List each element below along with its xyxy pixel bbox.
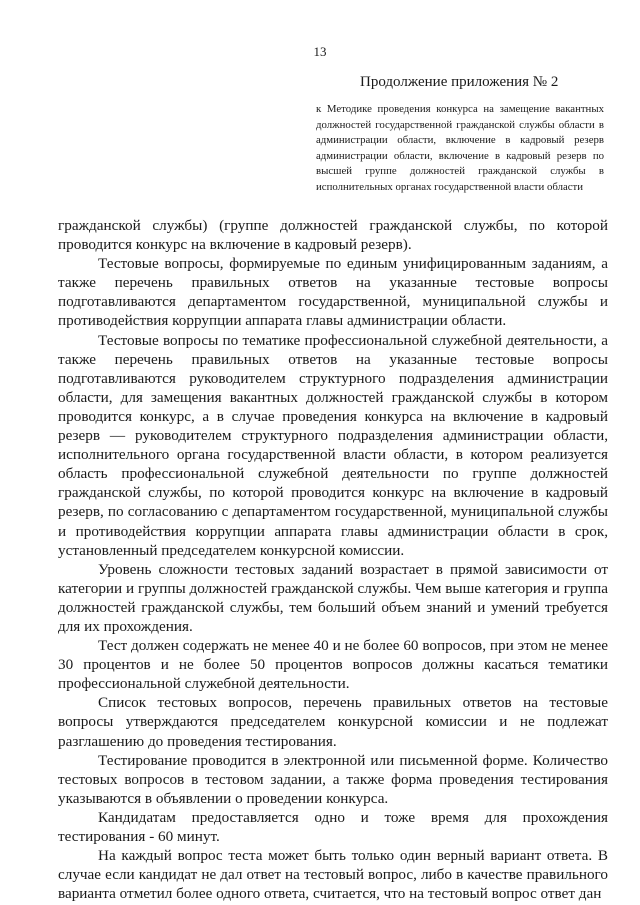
appendix-note: к Методике проведения конкурса на замещение вакантных должностей государственной гражданской службы области в администрации области, включение в кадровый резерв администрации области, включение в кадровый резерв по высшей группе должностей гражданской службы в исполнительных органах государственной власти области (316, 103, 604, 193)
paragraph-9: На каждый вопрос теста может быть только один верный вариант ответа. В случае если кандидат не дал ответ на тестовый вопрос, либо в качестве правильного варианта отметил более одного ответа, считается, что на тестовый вопрос ответ дан (58, 847, 608, 903)
paragraph-1: гражданской службы) (группе должностей гражданской службы, по которой проводится конкурс на включение в кадровый резерв). (58, 217, 608, 254)
body-text (58, 216, 608, 903)
paragraph-3: Тестовые вопросы по тематике профессиональной служебной деятельности, а также перечень правильных ответов на указанные тестовые вопросы подготавливаются руководителем структурного подразделения администрации области, для замещения вакантных должностей гражданской службы в котором проводится конкурс, а в случае проведения конкурса на включение в кадровый резерв — руководителем структурного подразделения администрации области, исполнительного органа государственной власти области, в котором реализуется область профессиональной служебной деятельности по группе должностей гражданской службы, по которой проводится конкурс на включение в кадровый резерв, по согласованию с департаментом государственной, муниципальной службы и противодействия коррупции аппарата главы администрации области в срок, установленный председателем конкурсной комиссии. (58, 331, 608, 559)
paragraph-5: Тест должен содержать не менее 40 и не более 60 вопросов, при этом не менее 30 процентов и не более 50 процентов вопросов должны касаться тематики профессиональной служебной деятельности. (58, 637, 608, 693)
paragraph-8: Кандидатам предоставляется одно и тоже время для прохождения тестирования - 60 минут. (58, 808, 608, 845)
paragraph-6: Список тестовых вопросов, перечень правильных ответов на тестовые вопросы утверждаются председателем конкурсной комиссии и не подлежат разглашению до проведения тестирования. (58, 694, 608, 750)
paragraph-2: Тестовые вопросы, формируемые по единым унифицированным заданиям, а также перечень правильных ответов на указанные тестовые вопросы подготавливаются департаментом государственной, муниципальной службы и противодействия коррупции аппарата главы администрации области. (58, 255, 608, 330)
paragraph-4: Уровень сложности тестовых заданий возрастает в прямой зависимости от категории и группы должностей гражданской службы. Чем выше категория и группа должностей гражданской службы, тем больший объем знаний и умений требуется для их прохождения. (58, 560, 608, 635)
appendix-title: Продолжение приложения № 2 (360, 74, 559, 90)
page-number: 13 (313, 44, 327, 59)
paragraph-7: Тестирование проводится в электронной или письменной форме. Количество тестовых вопросов в тестовом задании, а также форма проведения тестирования указываются в объявлении о проведении конкурса. (58, 751, 608, 807)
